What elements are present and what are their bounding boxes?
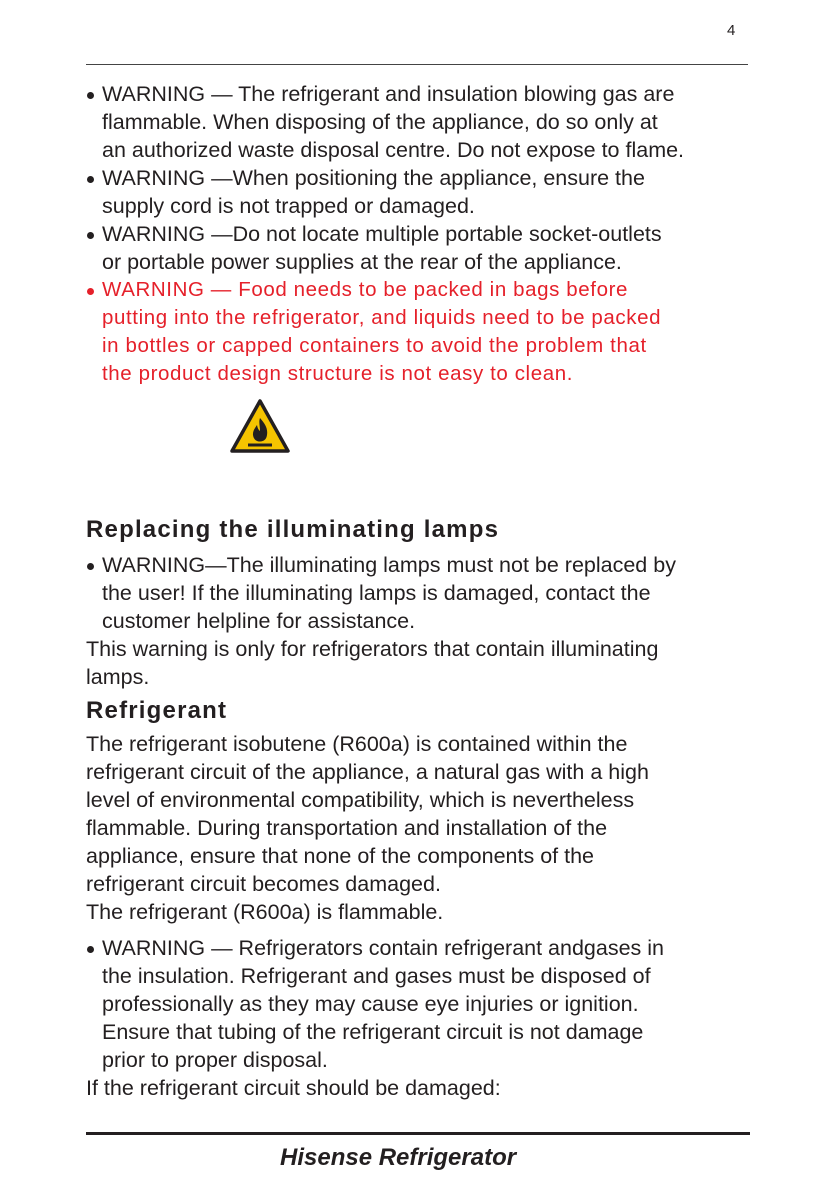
text-line: customer helpline for assistance. [102, 609, 416, 633]
warning-supply-cord [86, 164, 766, 220]
text-line: in bottles or capped containers to avoid the problem that [102, 334, 647, 357]
top-rule [86, 64, 748, 65]
text-line: refrigerant circuit of the appliance, a natural gas with a high [86, 760, 649, 784]
text-line: Ensure that tubing of the refrigerant circuit is not damage [102, 1020, 644, 1044]
refrigerant-paragraph [86, 730, 766, 926]
text-line: professionally as they may cause eye injuries or ignition. [102, 992, 639, 1016]
text-line: or portable power supplies at the rear of the appliance. [102, 250, 622, 274]
icon-wrap [86, 398, 766, 460]
warning-refrigerant-disposal [86, 934, 766, 1074]
text-line: WARNING — Refrigerators contain refrigerant andgases in [102, 936, 665, 960]
text-line: prior to proper disposal. [102, 1048, 328, 1072]
text-line: level of environmental compatibility, which is nevertheless [86, 788, 635, 812]
page-content [86, 80, 766, 1102]
text-line: WARNING —Do not locate multiple portable socket-outlets [102, 222, 662, 246]
text-line: an authorized waste disposal centre. Do not expose to flame. [102, 138, 685, 162]
text-line: flammable. During transportation and installation of the [86, 816, 608, 840]
text-line: the insulation. Refrigerant and gases must be disposed of [102, 964, 651, 988]
section-title-refrigerant: Refrigerant [86, 697, 228, 724]
text-line: The refrigerant isobutene (R600a) is contained within the [86, 732, 628, 756]
text-line: the user! If the illuminating lamps is damaged, contact the [102, 581, 651, 605]
text-line: flammable. When disposing of the appliance, do so only at [102, 110, 658, 134]
text-line: WARNING — Food needs to be packed in bags before [102, 278, 628, 301]
warning-lamps [86, 551, 766, 635]
text-line: supply cord is not trapped or damaged. [102, 194, 475, 218]
warning-food-packing [86, 276, 766, 388]
text-line: refrigerant circuit becomes damaged. [86, 872, 441, 896]
page-number: 4 [727, 22, 736, 39]
bottom-rule [86, 1132, 750, 1135]
text-line: lamps. [86, 665, 150, 689]
footer-brand: Hisense Refrigerator [280, 1144, 517, 1171]
section-title-lamps: Replacing the illuminating lamps [86, 516, 500, 543]
text-line: WARNING—The illuminating lamps must not be replaced by [102, 553, 676, 577]
text-line: WARNING — The refrigerant and insulation blowing gas are [102, 82, 675, 106]
lamps-note [86, 635, 766, 691]
text-line: This warning is only for refrigerators that contain illuminating [86, 637, 659, 661]
text-line: the product design structure is not easy to clean. [102, 362, 573, 385]
text-line: The refrigerant (R600a) is flammable. [86, 900, 444, 924]
warning-socket-outlets [86, 220, 766, 276]
warning-flammable-gas [86, 80, 766, 164]
text-line: appliance, ensure that none of the components of the [86, 844, 595, 868]
refrigerant-closing-line: If the refrigerant circuit should be damaged: [86, 1076, 501, 1100]
flammable-warning-icon [229, 398, 291, 454]
text-line: WARNING —When positioning the appliance, ensure the [102, 166, 645, 190]
text-line: putting into the refrigerator, and liquids need to be packed [102, 306, 662, 329]
